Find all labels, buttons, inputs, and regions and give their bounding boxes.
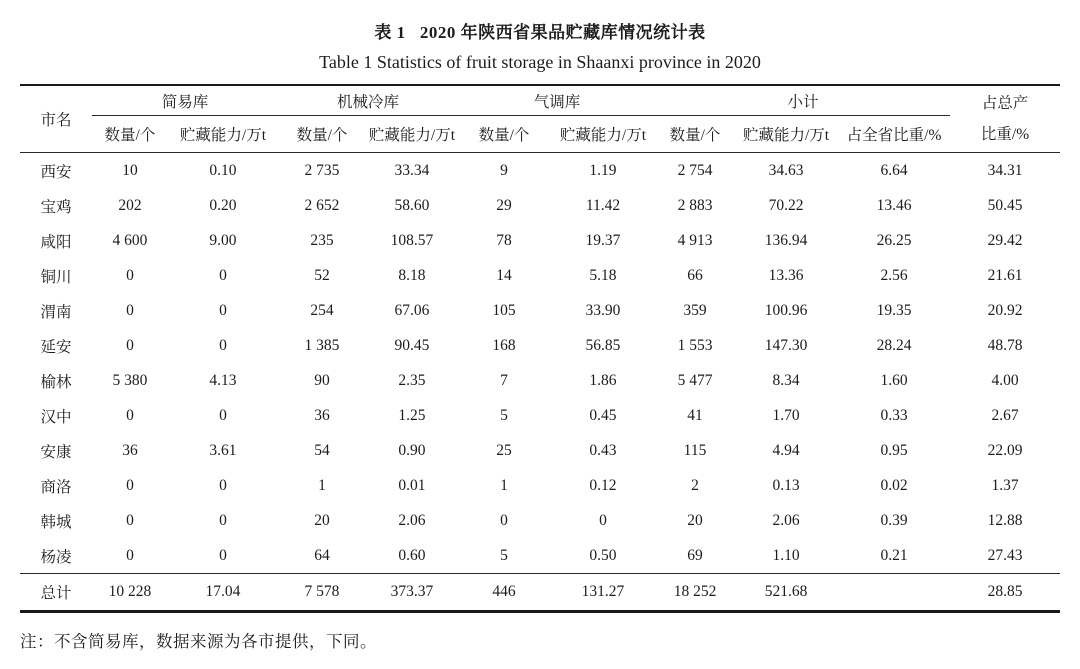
cell-value: 34.63	[768, 161, 804, 179]
table-caption-zh: 表 1 2020 年陕西省果品贮藏库情况统计表	[374, 23, 706, 42]
cell-value: 25	[496, 441, 512, 459]
cell-value: 0.02	[880, 476, 908, 494]
cell-value: 58.60	[394, 196, 430, 214]
cell-value: 5	[500, 546, 508, 564]
table-row	[20, 363, 1060, 398]
cell-value: 2 754	[677, 161, 713, 179]
cell-city-name: 榆林	[40, 373, 72, 391]
cell-value: 29.42	[987, 231, 1023, 249]
cell-value: 1.70	[772, 406, 800, 424]
col-group-controlled-atmosphere-storage: 气调库	[458, 85, 656, 116]
cell-value: 0	[126, 406, 134, 424]
cell-value: 147.30	[764, 336, 808, 354]
cell-value: 54	[314, 441, 330, 459]
cell-value: 90.45	[394, 336, 430, 354]
cell-value: 1.60	[880, 371, 908, 389]
cell-value: 0	[219, 406, 227, 424]
cell-value: 50.45	[987, 196, 1023, 214]
cell-value: 100.96	[764, 301, 808, 319]
table-total-row	[20, 574, 1060, 612]
cell-value: 1 553	[677, 336, 713, 354]
cell-value: 202	[118, 196, 142, 214]
cell-value: 26.25	[876, 231, 912, 249]
cell-value: 11.42	[585, 196, 621, 214]
cell-value: 10 228	[92, 574, 168, 612]
cell-value: 0.13	[772, 476, 800, 494]
cell-value: 0.01	[398, 476, 426, 494]
cell-value: 64	[314, 546, 330, 564]
cell-value: 0.12	[589, 476, 617, 494]
cell-value: 14	[496, 266, 512, 284]
cell-value: 0	[126, 511, 134, 529]
col-subheader-province-share: 占全省比重/%	[838, 116, 950, 153]
cell-value: 0	[500, 511, 508, 529]
cell-value: 254	[310, 301, 334, 319]
cell-value: 2.06	[398, 511, 426, 529]
cell-value: 67.06	[394, 301, 430, 319]
cell-value: 4.00	[991, 371, 1019, 389]
table-row	[20, 293, 1060, 328]
cell-city-name: 商洛	[40, 478, 72, 496]
cell-value: 1.25	[398, 406, 426, 424]
table-row	[20, 153, 1060, 189]
cell-value: 7	[500, 371, 508, 389]
cell-value: 4.13	[209, 371, 237, 389]
col-subheader-capacity: 贮藏能力/万t	[366, 116, 458, 153]
cell-value: 0	[126, 336, 134, 354]
cell-value: 0	[219, 266, 227, 284]
cell-value: 19.37	[585, 231, 621, 249]
share-of-total-output-line1: 占总产	[981, 95, 1029, 112]
cell-city-name: 安康	[40, 443, 72, 461]
cell-value: 5.18	[589, 266, 617, 284]
cell-value: 0	[219, 336, 227, 354]
cell-value: 1.10	[772, 546, 800, 564]
cell-value: 6.64	[880, 161, 908, 179]
cell-value: 20	[314, 511, 330, 529]
cell-value: 70.22	[768, 196, 804, 214]
cell-value: 0	[219, 511, 227, 529]
cell-value: 20.92	[987, 301, 1023, 319]
col-group-mechanical-cold-storage: 机械冷库	[278, 85, 458, 116]
table-row	[20, 328, 1060, 363]
table-row	[20, 398, 1060, 433]
header-sub-row	[20, 116, 1060, 153]
cell-value: 5 380	[112, 371, 148, 389]
cell-value: 18 252	[656, 574, 734, 612]
cell-value: 17.04	[168, 574, 278, 612]
cell-value: 0	[219, 546, 227, 564]
cell-value: 33.90	[585, 301, 621, 319]
cell-value: 9.00	[209, 231, 237, 249]
cell-value: 0.33	[880, 406, 908, 424]
cell-value: 4 600	[112, 231, 148, 249]
cell-value: 0.10	[209, 161, 237, 179]
table-row	[20, 538, 1060, 574]
cell-value: 0	[126, 476, 134, 494]
col-subheader-quantity: 数量/个	[458, 116, 550, 153]
cell-value: 359	[683, 301, 707, 319]
cell-value: 1	[500, 476, 508, 494]
share-of-total-output-line2: 比重/%	[980, 126, 1030, 143]
cell-value: 2 735	[304, 161, 340, 179]
cell-value: 5	[500, 406, 508, 424]
table-row	[20, 433, 1060, 468]
cell-value: 0	[219, 476, 227, 494]
cell-value: 2.06	[772, 511, 800, 529]
cell-value: 0	[126, 546, 134, 564]
col-subheader-quantity: 数量/个	[278, 116, 366, 153]
cell-value: 29	[496, 196, 512, 214]
cell-value: 0.20	[209, 196, 237, 214]
table-row	[20, 468, 1060, 503]
cell-city-name: 渭南	[40, 303, 72, 321]
cell-value: 373.37	[366, 574, 458, 612]
cell-value: 1.37	[991, 476, 1019, 494]
cell-value: 0.50	[589, 546, 617, 564]
cell-value: 136.94	[764, 231, 808, 249]
cell-value: 115	[683, 441, 707, 459]
cell-value: 34.31	[987, 161, 1023, 179]
cell-value: 19.35	[876, 301, 912, 319]
cell-value: 66	[687, 266, 703, 284]
cell-value: 22.09	[987, 441, 1023, 459]
cell-value: 21.61	[987, 266, 1023, 284]
cell-value: 4 913	[677, 231, 713, 249]
col-header-city: 市名	[20, 85, 92, 153]
cell-value	[838, 574, 950, 612]
cell-value: 7 578	[278, 574, 366, 612]
cell-value: 2.67	[991, 406, 1019, 424]
fruit-storage-table	[20, 84, 1060, 613]
cell-value: 36	[122, 441, 138, 459]
col-subheader-capacity: 贮藏能力/万t	[550, 116, 656, 153]
table-note: 注：不含简易库，数据来源为各市提供，下同。	[20, 632, 377, 651]
cell-city-name: 汉中	[40, 408, 72, 426]
cell-value: 8.34	[772, 371, 800, 389]
cell-value: 0.60	[398, 546, 426, 564]
cell-value: 108.57	[390, 231, 434, 249]
cell-city-name: 延安	[40, 338, 72, 356]
header-group-row	[20, 85, 1060, 116]
cell-city-name: 总计	[20, 574, 92, 612]
cell-value: 20	[687, 511, 703, 529]
cell-value: 105	[492, 301, 516, 319]
table-row	[20, 223, 1060, 258]
cell-value: 5 477	[677, 371, 713, 389]
cell-value: 1 385	[304, 336, 340, 354]
cell-value: 13.46	[876, 196, 912, 214]
table-row	[20, 258, 1060, 293]
cell-value: 13.36	[768, 266, 804, 284]
cell-value: 28.85	[950, 574, 1060, 612]
cell-value: 235	[310, 231, 334, 249]
cell-value: 0.95	[880, 441, 908, 459]
table-row	[20, 503, 1060, 538]
col-subheader-quantity: 数量/个	[656, 116, 734, 153]
cell-value: 521.68	[734, 574, 838, 612]
cell-value: 2 652	[304, 196, 340, 214]
cell-value: 2 883	[677, 196, 713, 214]
col-subheader-capacity: 贮藏能力/万t	[168, 116, 278, 153]
col-header-share-of-total-output	[950, 85, 1060, 153]
cell-value: 131.27	[550, 574, 656, 612]
cell-value: 2.35	[398, 371, 426, 389]
cell-value: 168	[492, 336, 516, 354]
cell-value: 4.94	[772, 441, 800, 459]
cell-value: 8.18	[398, 266, 426, 284]
cell-city-name: 咸阳	[40, 233, 72, 251]
cell-value: 28.24	[876, 336, 912, 354]
cell-value: 0	[126, 301, 134, 319]
cell-value: 1.19	[589, 161, 617, 179]
col-subheader-capacity: 贮藏能力/万t	[734, 116, 838, 153]
cell-city-name: 杨凌	[40, 548, 72, 566]
col-group-subtotal: 小计	[656, 85, 950, 116]
cell-value: 0.39	[880, 511, 908, 529]
cell-value: 0.21	[880, 546, 908, 564]
cell-city-name: 宝鸡	[40, 198, 72, 216]
cell-value: 0.45	[589, 406, 617, 424]
cell-city-name: 韩城	[40, 513, 72, 531]
cell-value: 69	[687, 546, 703, 564]
cell-value: 1	[318, 476, 326, 494]
cell-value: 12.88	[987, 511, 1023, 529]
cell-value: 9	[500, 161, 508, 179]
cell-value: 52	[314, 266, 330, 284]
cell-value: 0.90	[398, 441, 426, 459]
cell-value: 3.61	[209, 441, 237, 459]
cell-value: 446	[458, 574, 550, 612]
cell-city-name: 铜川	[40, 268, 72, 286]
cell-value: 78	[496, 231, 512, 249]
cell-value: 36	[314, 406, 330, 424]
table-row	[20, 188, 1060, 223]
cell-value: 41	[687, 406, 703, 424]
cell-value: 90	[314, 371, 330, 389]
cell-value: 0	[599, 511, 607, 529]
cell-value: 48.78	[987, 336, 1023, 354]
cell-value: 2	[691, 476, 699, 494]
cell-value: 1.86	[589, 371, 617, 389]
cell-value: 0	[219, 301, 227, 319]
cell-value: 33.34	[394, 161, 430, 179]
col-group-simple-storage: 简易库	[92, 85, 278, 116]
cell-value: 2.56	[880, 266, 908, 284]
cell-value: 27.43	[987, 546, 1023, 564]
cell-value: 0	[126, 266, 134, 284]
col-subheader-quantity: 数量/个	[92, 116, 168, 153]
table-caption-en: Table 1 Statistics of fruit storage in Shaanxi province in 2020	[319, 52, 761, 72]
cell-value: 10	[122, 161, 138, 179]
cell-city-name: 西安	[40, 163, 72, 181]
cell-value: 0.43	[589, 441, 617, 459]
cell-value: 56.85	[585, 336, 621, 354]
